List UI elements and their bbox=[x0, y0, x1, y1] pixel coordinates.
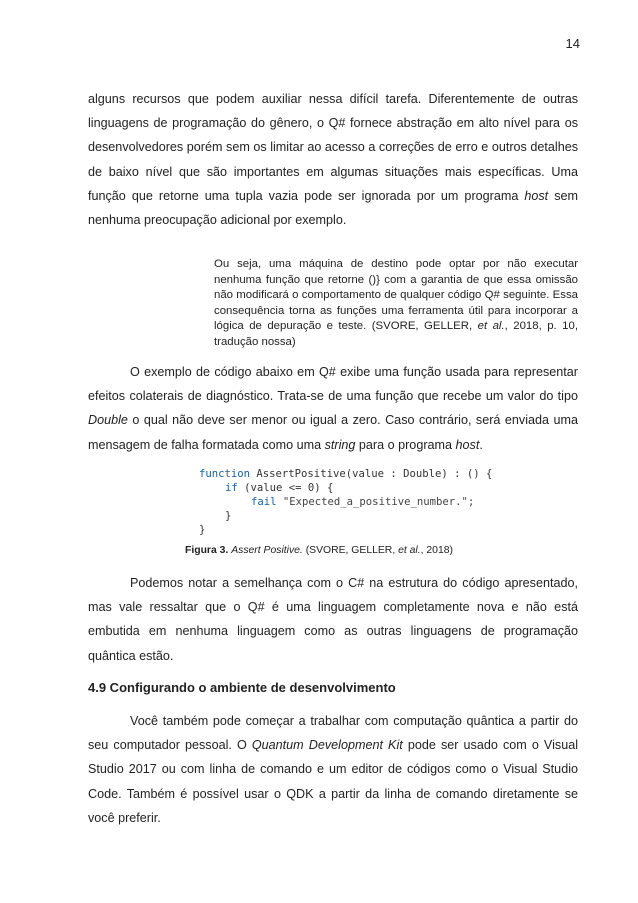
section-heading: 4.9 Configurando o ambiente de desenvolvimento bbox=[88, 680, 396, 695]
body-paragraph-3: Podemos notar a semelhança com o C# na estrutura do código apresentado, mas vale ressaltar que o Q# é uma linguagem completamente nova e não está embutida em nenhuma linguagem como as outras linguagens de programação quântica estão. bbox=[88, 576, 578, 663]
code-line-1: function AssertPositive(value : Double) : () { bbox=[199, 468, 493, 480]
body-paragraph-1: alguns recursos que podem auxiliar nessa difícil tarefa. Diferentemente de outras linguagens de programação do gênero, o Q# fornece abstração em alto nível para os desenvolvedores porém sem os limitar ao acesso a correções de erro e outros detalhes de baixo nível que são importantes em algumas situações mais específicas. Uma função que retorne uma tupla vazia pode ser ignorada por um programa host sem nenhuma preocupação adicional por exemplo. bbox=[88, 92, 579, 228]
code-line-4: } bbox=[225, 510, 232, 522]
code-line-5: } bbox=[199, 524, 206, 536]
body-paragraph-2: O exemplo de código abaixo em Q# exibe uma função usada para representar efeitos colaterais de diagnóstico. Trata-se de uma função que recebe um valor do tipo Double o qual não deve ser menor ou igual a zero. Caso contrário, será enviada uma mensagem de falha formatada como uma string para o programa host. bbox=[88, 365, 578, 452]
body-paragraph-4: Você também pode começar a trabalhar com computação quântica a partir do seu computador pessoal. O Quantum Development Kit pode ser usado com o Visual Studio 2017 ou com linha de comando e um editor de códigos como o Visual Studio Code. Também é possível usar o QDK a partir da linha de comando diretamente se você preferir. bbox=[88, 714, 578, 825]
figure-caption: Figura 3. Assert Positive. (SVORE, GELLER, et al., 2018) bbox=[185, 545, 453, 556]
block-quote: Ou seja, uma máquina de destino pode optar por não executar nenhuma função que retorne ()} com a garantia de que essa omissão não modificará o comportamento de qualquer código Q# seguinte. Essa consequência torna as funções uma ferramenta útil para incorporar a lógica de depuração e teste. (SVORE, GELLER, et al., 2018, p. 10, tradução nossa) bbox=[214, 258, 579, 348]
code-figure bbox=[199, 468, 499, 538]
code-line-2: if (value <= 0) { bbox=[225, 482, 334, 494]
page-number: 14 bbox=[565, 36, 580, 51]
code-line-3: fail "Expected_a_positive_number."; bbox=[251, 496, 475, 508]
